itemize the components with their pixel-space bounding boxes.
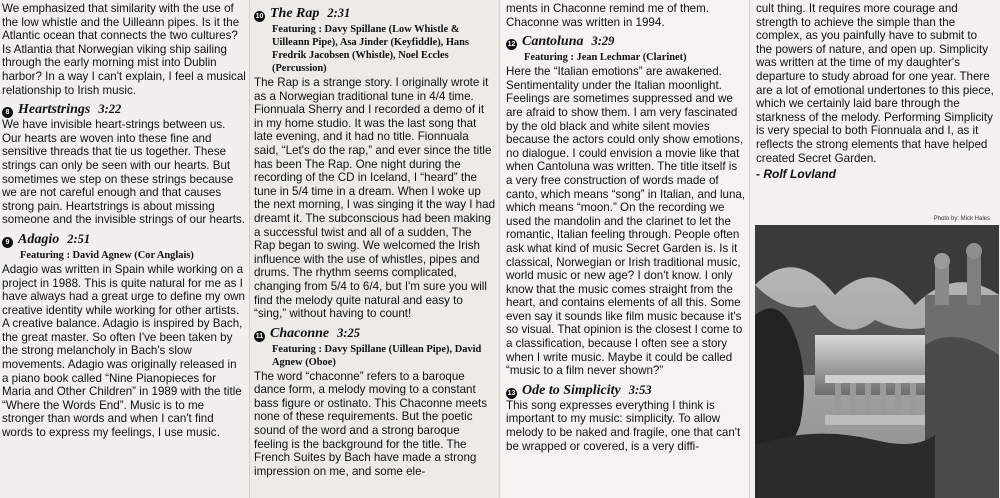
track-heading-heartstrings: [2, 102, 246, 118]
booklet-page-3: [500, 0, 750, 498]
track-featuring: Featuring : Davy Spillane (Uillean Pipe), David Agnew (Oboe): [272, 343, 482, 368]
track-description: This song expresses everything I think is important to my music: simplicity. To allow melody to be naked and fragile, one that can't be wrapped or covered, is a very diffi-: [506, 398, 741, 453]
track-duration: 3:29: [591, 34, 615, 49]
track-title: Ode to Simplicity: [522, 382, 621, 398]
track-description: The Rap is a strange story. I originally wrote it as a Norwegian traditional tune in 4/4 time. Fionnuala Sherry and I recorded a demo of it in my home studio. It was the last song that late evening, and it had no title. Fionnuala said, “Let's do the rap,” and ever since the title has been The Rap. One night during the recording of the CD in Iceland, I “heard” the tune in 5/4 time in a dream. When I woke up the next morning, I was singing it the way I had dreamt it. The subconscious had been making a successful twist and all of a sudden, The Rap began to swing. We welcomed the Irish influence with the use of whistles, pipes and drums. The rhythm seems complicated, changing from 5/4 to 6/4, but I'm sure you will find the melody quite natural and easy to “sing,” without having to count!: [254, 76, 496, 321]
continued-text: ments in Chaconne remind me of them. Chaconne was written in 1994.: [506, 2, 709, 29]
garden-photo: [755, 225, 999, 498]
track-duration: 2:51: [67, 231, 91, 246]
continued-text: cult thing. It requires more courage and strength to achieve the simple than the complex, as you painfully have to submit to the powers of nature, and open up. Simplicity was written at the time of my daughter's departure to study abroad for one year. There are a lot of emotional undertones to this piece, which we certainly laid bare through the starkness of the melody. Performing Simplicity is very special to both Fionnuala and I, as it reflects the strong elements that have helped created Secret Garden.: [756, 2, 994, 165]
track-number-badge: 12: [507, 41, 516, 49]
track-heading-adagio: [2, 232, 246, 248]
track-heading-the-rap: [254, 6, 496, 22]
intro-text: We emphasized that similarity with the use of the low whistle and the Uilleann pipes. Is it the Atlantic ocean that connects the two cultures? Is Atlantia that Norwegian viking ship sailing through the early morning mist into Dublin harbor? In a way I can't explain, I feel a musical relationship to Irish music.: [2, 2, 246, 97]
track-number-badge: 8: [2, 107, 13, 118]
track-duration: 2:31: [327, 6, 351, 20]
track-title: Adagio: [18, 231, 60, 247]
track-title: The Rap: [270, 6, 320, 21]
signature: - Rolf Lovland: [756, 167, 836, 182]
track-title: Chaconne: [270, 325, 330, 341]
track-heading-chaconne: [254, 326, 496, 342]
booklet-page-1: [0, 0, 250, 498]
track-duration: 3:22: [98, 102, 122, 117]
track-description: Adagio was written in Spain while working on a project in 1988. This is quite natural for me as I have always had a great urge to define my own creative identity while working for other artists. A creative balance. Adagio is inspired by Bach, the great master. So often I've been taken by the strong melancholy in Bach's slow movements. Adagio was originally released in a piano book called “Nine Pianopieces for Maria and Other Children” in 1989 with the title “Where the Words End”. Music is to me stronger than words and when I can't find words to express my feelings, I use music.: [2, 262, 245, 440]
track-description: Here the “Italian emotions” are awakened. Sentimentality under the Italian moonlight. Feelings are sometimes suppressed and we are afraid to show them. I am very fascinated by the old black and white silent movies because the actors could only show emotions, no dialogue. I could envision a movie like that when Cantoluna was written. The title itself is a very free construction of words made of canto, which means “song” in Italian, and luna, which means “moon.” On the recording we used the mandolin and the clarinet to let the romantic, Italian feeling through. People often ask what kind of music Secret Garden is. Is it classical, Norwegian or Irish traditional music, world music or new age? I don't know. I only know that the music comes straight from the heart, and contains elements of all this. Some even say it sounds like film music because it's so visual. That opinion is the closest I come to a classification, because I often see a story when I write music. Maybe it could be called “music to a film never shown?”: [506, 65, 746, 378]
track-heading-ode-to-simplicity: [506, 383, 746, 399]
track-duration: 3:25: [337, 325, 361, 340]
photo-credit: Photo by: Mick Hales: [933, 216, 990, 222]
track-featuring: Featuring : David Agnew (Cor Anglais): [20, 249, 194, 261]
track-number-badge: 11: [255, 332, 264, 340]
track-featuring: Featuring : Jean Lechmar (Clarinet): [524, 52, 687, 64]
track-number-badge: 13: [507, 389, 516, 397]
track-number-badge: 10: [255, 13, 264, 20]
track-description: The word “chaconne” refers to a baroque dance form, a melody moving to a constant bass figure or ostinato. This Chaconne meets none of these requirements. But the poetic sound of the word and a strong baroque feeling is the background for the title. The French Suites by Bach have made a strong impression on me, and some ele-: [254, 369, 488, 478]
track-title: Heartstrings: [18, 102, 91, 118]
track-description: We have invisible heart-strings between us. Our hearts are woven into these fine and sensitive threads that tie us together. These strings can only be seen with our hearts. But sometimes we step on these strings because we are not careful enough and that causes strong pain. Heartstrings is about missing someone and the invisible strings of our hearts.: [2, 118, 245, 227]
track-number-badge: 9: [2, 237, 13, 248]
booklet-page-2: [250, 0, 500, 498]
track-duration: 3:53: [628, 382, 652, 397]
track-featuring: Featuring : Davy Spillane (Low Whistle & Uilleann Pipe), Asa Jinder (Keyfiddle), Hans Fredrik Jacobsen (Whistle), Noel Eccles (Percussion): [272, 24, 469, 74]
track-title: Cantoluna: [522, 34, 584, 50]
track-heading-cantoluna: [506, 34, 746, 50]
